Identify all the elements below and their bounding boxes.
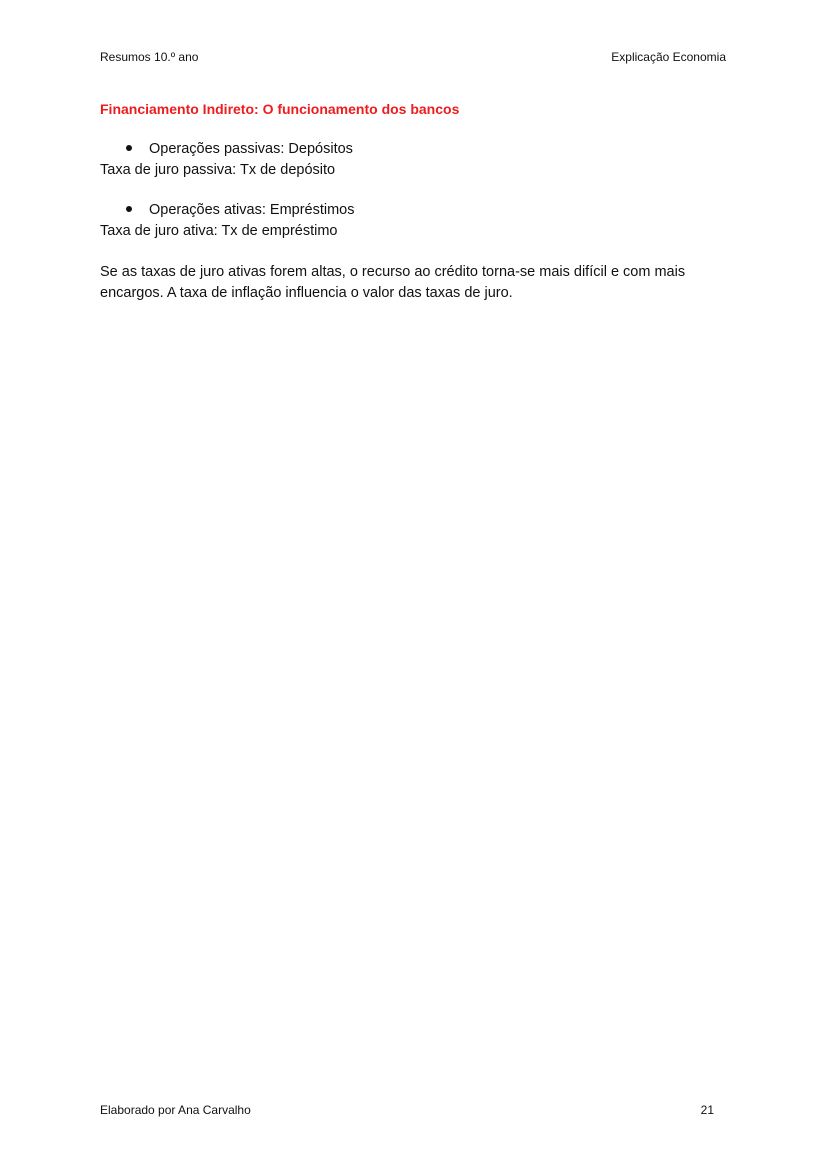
footer-author: Elaborado por Ana Carvalho (100, 1103, 251, 1117)
bullet-text: Operações ativas: Empréstimos (149, 202, 355, 218)
bullet-icon (126, 206, 132, 212)
bullet-item (126, 141, 353, 157)
bullet-text: Operações passivas: Depósitos (149, 141, 353, 157)
header-right: Explicação Economia (611, 50, 726, 64)
page-number: 21 (700, 1103, 714, 1117)
section-title: Financiamento Indireto: O funcionamento dos bancos (100, 101, 460, 117)
header-left: Resumos 10.º ano (100, 50, 199, 64)
rate-line: Taxa de juro ativa: Tx de empréstimo (100, 223, 338, 239)
bullet-item (126, 202, 355, 218)
rate-line: Taxa de juro passiva: Tx de depósito (100, 162, 336, 178)
bullet-icon (126, 145, 132, 151)
body-paragraph: Se as taxas de juro ativas forem altas, o recurso ao crédito torna-se mais difícil e com mais encargos. A taxa de inflação influencia o valor das taxas de juro. (100, 264, 686, 301)
